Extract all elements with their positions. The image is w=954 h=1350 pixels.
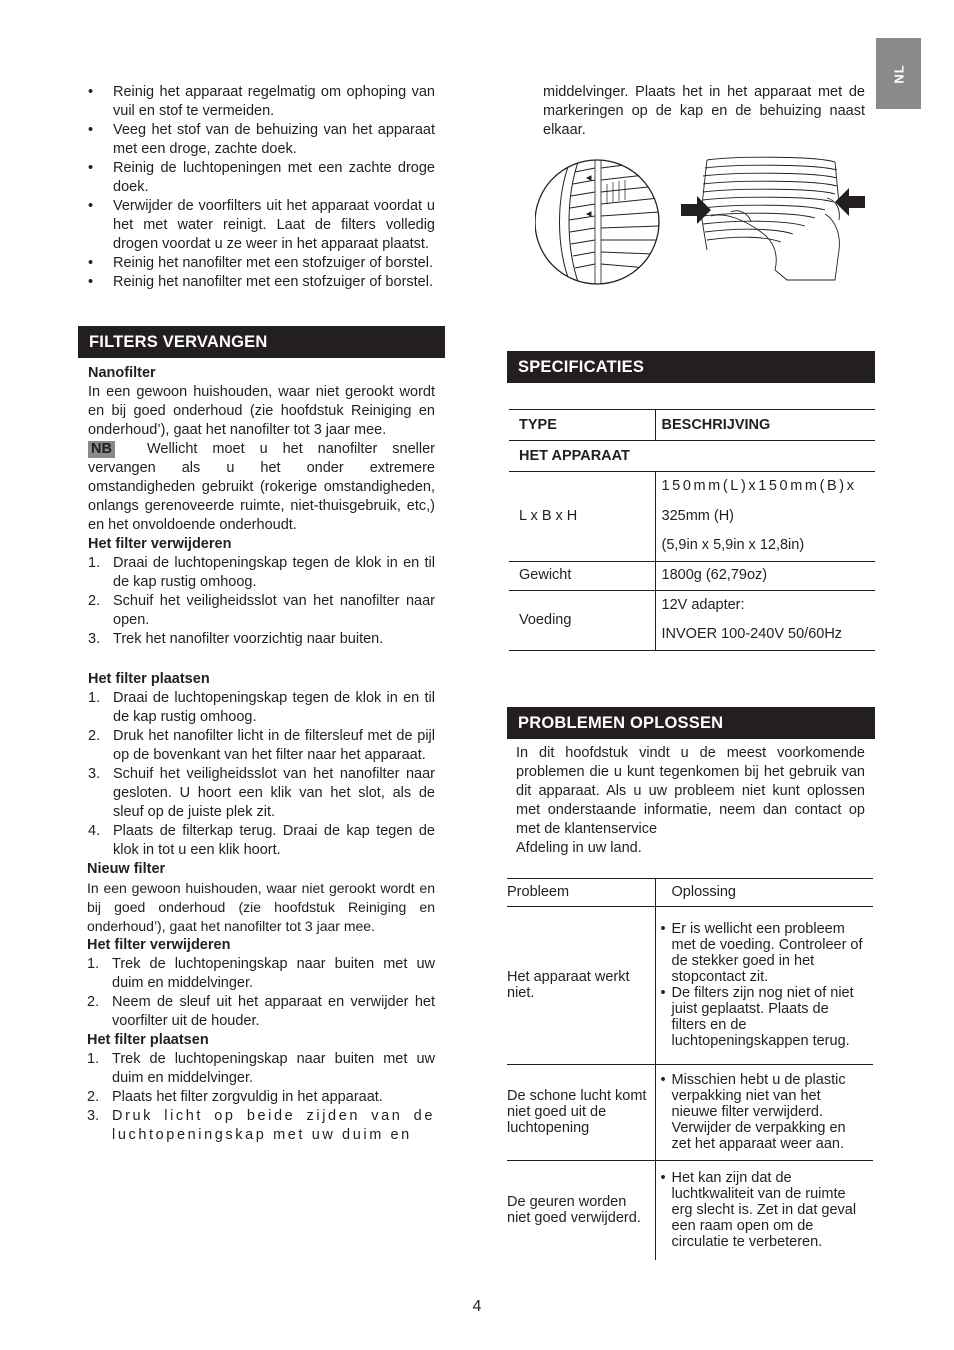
spec-value: 150mm(L)x150mm(B)x 325mm (H) (5,9in x 5,9in x 12,8in) — [655, 472, 875, 562]
list-item: 3. Druk licht op beide zijden van de luchtopeningskap met uw duim en — [87, 1108, 435, 1143]
left-column — [78, 83, 445, 1145]
continued-text: middelvinger. Plaats het in het apparaat met de markeringen op de kap en de behuizing naast elkaar. — [543, 84, 865, 138]
nb-text: Wellicht moet u het nanofilter sneller vervangen als u het onder extremere omstandigheden gebruikt (rokerige omstandigheden, onlangs gerenoveerde ruimte, niet-thuisgebruik, etc,) en het onvoldoende onderhoudt. — [88, 441, 435, 533]
remove2-steps — [87, 955, 435, 1031]
list-item: 2. Plaats het filter zorgvuldig in het apparaat. — [87, 1089, 383, 1105]
list-item: 4. Plaats de filterkap terug. Draai de kap tegen de klok in tot u een klik hoort. — [88, 823, 435, 858]
page-number: 4 — [472, 1298, 482, 1315]
list-item: 1. Draai de luchtopeningskap tegen de klok in en til de kap rustig omhoog. — [88, 690, 435, 725]
list-item: • Verwijder de voorfilters uit het apparaat voordat u het met water reinigt. Laat de filters volledig drogen voordat u ze weer in het apparaat plaatst. — [88, 197, 435, 254]
table-row — [507, 1160, 873, 1260]
new-filter-section — [78, 860, 445, 1145]
table-row — [509, 561, 875, 590]
filters-section — [78, 364, 445, 860]
list-item: 1. Trek de luchtopeningskap naar buiten met uw duim en middelvinger. — [87, 956, 435, 991]
language-tab — [876, 38, 921, 109]
remove-heading: Het filter verwijderen — [88, 536, 232, 552]
spec-col-desc: BESCHRIJVING — [655, 410, 875, 441]
place-steps — [88, 689, 435, 860]
cleaning-list — [78, 83, 445, 292]
language-label: NL — [891, 63, 906, 84]
spec-label: L x B x H — [509, 472, 655, 562]
problem-cell: De schone lucht komt niet goed uit de luchtopening — [507, 1064, 655, 1160]
list-item: 2. Schuif het veiligheidsslot van het nanofilter naar open. — [88, 593, 435, 628]
new-filter-heading: Nieuw filter — [87, 861, 166, 877]
table-row — [509, 472, 875, 562]
right-column — [507, 83, 875, 1260]
spec-group: HET APPARAAT — [509, 441, 875, 472]
spec-table — [509, 409, 875, 651]
section-heading-specs: SPECIFICATIES — [507, 351, 875, 383]
solution-cell: • Er is wellicht een probleem met de voeding. Controleer of de stekker goed in het stopcontact zit. • De filters zijn nog niet of niet juist geplaatst. Plaats de filters en de luchtopeningskappen terug. — [655, 906, 873, 1064]
trouble-intro: In dit hoofdstuk vindt u de meest voorkomende problemen die u kunt tegenkomen bij het gebruik van dit apparaat. Als u uw probleem niet kunt oplossen met onderstaande informatie, neem dan contact op met de klantenservice Afdeling in uw land. — [516, 744, 865, 856]
list-item: • Reinig het nanofilter met een stofzuiger of borstel. — [88, 273, 435, 292]
remove-steps — [88, 554, 435, 649]
nanofilter-text: In een gewoon huishouden, waar niet gerookt wordt en bij goed onderhoud (zie hoofdstuk Reiniging en onderhoud’), gaat het nanofilter tot 3 jaar mee. — [88, 384, 435, 438]
place2-steps — [87, 1050, 435, 1145]
place-heading: Het filter plaatsen — [88, 671, 210, 687]
list-item: 1. Draai de luchtopeningskap tegen de klok in en til de kap rustig omhoog. — [88, 555, 435, 590]
solution-cell: • Het kan zijn dat de luchtkwaliteit van de ruimte erg slecht is. Zet in dat geval een raam open om de circulatie te verbeteren. — [655, 1160, 873, 1260]
problem-cell: De geuren worden niet goed verwijderd. — [507, 1160, 655, 1260]
solution-cell: • Misschien hebt u de plastic verpakking niet van het nieuwe filter verwijderd. Verwijder de verpakking en zet het apparaat weer aan. — [655, 1064, 873, 1160]
list-item: 1. Trek de luchtopeningskap naar buiten met uw duim en middelvinger. — [87, 1051, 435, 1086]
spec-label: Gewicht — [509, 561, 655, 590]
table-row — [507, 1064, 873, 1160]
spec-value: 1800g (62,79oz) — [655, 561, 875, 590]
list-item: 3. Schuif het veiligheidsslot van het nanofilter naar gesloten. U hoort een klik van het slot, als de sleuf op de juiste plek zit. — [88, 766, 435, 820]
problem-cell: Het apparaat werkt niet. — [507, 906, 655, 1064]
list-item: • Reinig de luchtopeningen met een zachte droge doek. — [88, 159, 435, 197]
new-filter-text: In een gewoon huishouden, waar niet gerookt wordt en bij goed onderhoud (zie hoofdstuk Reiniging en onderhoud’), gaat het nanofilter tot 3 jaar mee. — [87, 880, 435, 934]
nb-note — [88, 440, 435, 535]
list-item: • Reinig het nanofilter met een stofzuiger of borstel. — [88, 254, 435, 273]
spec-value: 12V adapter: INVOER 100-240V 50/60Hz — [655, 590, 875, 650]
spec-col-type: TYPE — [509, 410, 655, 441]
section-heading-trouble: PROBLEMEN OPLOSSEN — [507, 707, 875, 739]
list-item: 2. Druk het nanofilter licht in de filtersleuf met de pijl op de bovenkant van het filter naar het apparaat. — [88, 728, 435, 763]
filter-cap-illustration — [535, 154, 875, 290]
nanofilter-heading: Nanofilter — [88, 365, 156, 381]
list-item: • Reinig het apparaat regelmatig om ophoping van vuil en stof te vermeiden. — [88, 83, 435, 121]
trouble-col-solution: Oplossing — [655, 878, 873, 906]
table-row — [509, 590, 875, 650]
list-item: • Veeg het stof van de behuizing van het apparaat met een droge, zachte doek. — [88, 121, 435, 159]
spec-label: Voeding — [509, 590, 655, 650]
trouble-table — [507, 878, 873, 1261]
list-item: 2. Neem de sleuf uit het apparaat en verwijder het voorfilter uit de houder. — [87, 994, 435, 1029]
place2-heading: Het filter plaatsen — [87, 1032, 209, 1048]
trouble-col-problem: Probleem — [507, 878, 655, 906]
nb-badge: NB — [88, 441, 115, 458]
remove2-heading: Het filter verwijderen — [87, 937, 231, 953]
section-heading-filters: FILTERS VERVANGEN — [78, 326, 445, 358]
list-item: 3. Trek het nanofilter voorzichtig naar buiten. — [88, 631, 384, 647]
table-row — [507, 906, 873, 1064]
